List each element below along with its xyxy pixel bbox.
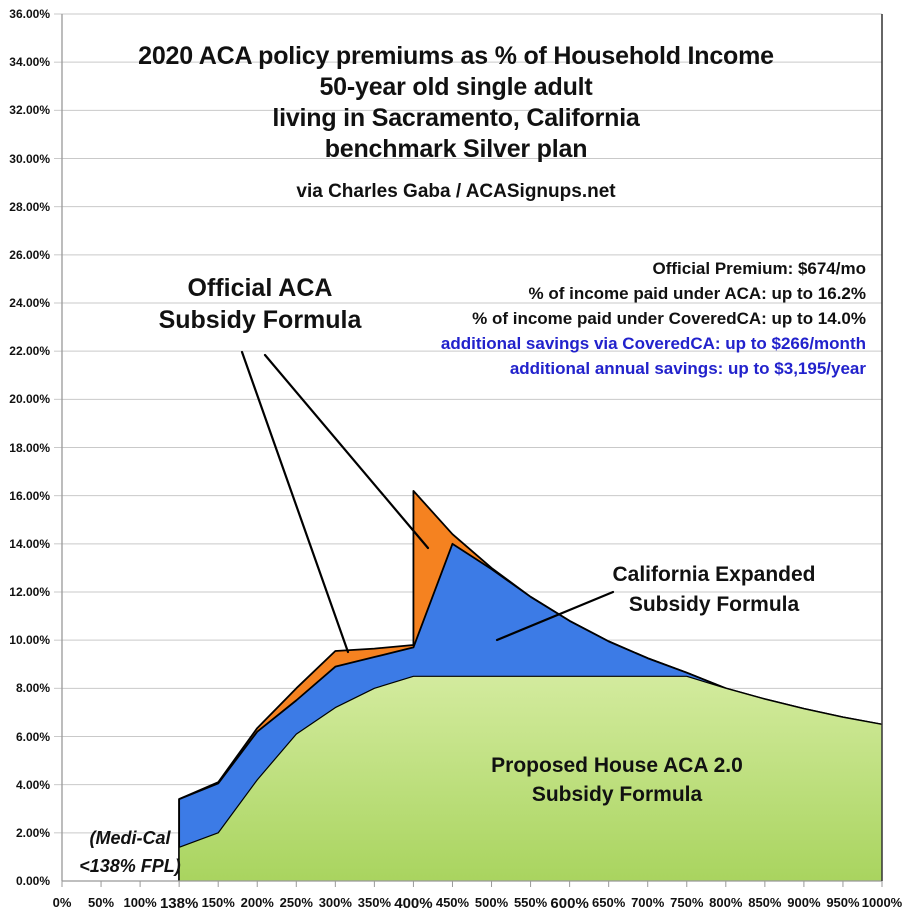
- chart-title: [0, 41, 912, 165]
- x-axis-label: 50%: [88, 895, 115, 910]
- x-axis-label: 700%: [631, 895, 665, 910]
- x-axis-label: 950%: [826, 895, 860, 910]
- house-aca-label: [467, 751, 767, 809]
- y-axis-label: 32.00%: [9, 103, 50, 118]
- y-axis-label: 16.00%: [9, 488, 50, 503]
- official-aca-leader-line-1: [242, 352, 348, 652]
- y-axis-label: 22.00%: [9, 344, 50, 359]
- stat-official-premium: Official Premium: $674/mo: [652, 259, 866, 278]
- x-axis-label: 550%: [513, 895, 548, 910]
- x-axis-label: 1000%: [861, 895, 903, 910]
- premium-stats-block: [441, 256, 866, 381]
- california-expanded-label-line1: California Expanded: [612, 563, 816, 586]
- y-axis-label: 24.00%: [9, 296, 50, 310]
- x-axis-label: 500%: [474, 895, 509, 910]
- x-axis-label: 150%: [201, 895, 235, 910]
- y-axis-label: 8.00%: [15, 681, 50, 696]
- y-axis-label: 36.00%: [9, 7, 50, 21]
- y-axis-label: 28.00%: [9, 199, 50, 214]
- x-axis-label: 400%: [394, 895, 433, 912]
- x-axis-label: 750%: [670, 895, 704, 910]
- x-axis-label: 300%: [318, 895, 352, 910]
- y-axis-label: 20.00%: [9, 392, 50, 407]
- california-expanded-label-line2: Subsidy Formula: [628, 593, 800, 616]
- stat-aca-percent: % of income paid under ACA: up to 16.2%: [528, 284, 866, 303]
- x-axis-label: 600%: [550, 895, 589, 912]
- x-axis-label: 200%: [240, 895, 274, 910]
- chart-byline: via Charles Gaba / ACASignups.net: [296, 181, 616, 202]
- official-aca-leader-line-2: [265, 355, 428, 548]
- x-axis-label: 650%: [592, 895, 626, 910]
- x-axis-label: 850%: [748, 895, 782, 910]
- stat-annual-savings: additional annual savings: up to $3,195/year: [509, 359, 866, 378]
- chart-title-line3: living in Sacramento, California: [272, 104, 640, 132]
- y-axis-label: 0.00%: [15, 874, 50, 888]
- medical-note-line2: <138% FPL): [79, 856, 181, 876]
- house-aca-label-line1: Proposed House ACA 2.0: [491, 754, 743, 777]
- x-axis-label: 350%: [357, 895, 391, 910]
- x-axis-label: 0%: [52, 895, 72, 910]
- y-axis-label: 26.00%: [9, 247, 50, 262]
- stat-monthly-savings: additional savings via CoveredCA: up to $266/month: [440, 334, 866, 353]
- california-expanded-label: [564, 560, 864, 620]
- y-axis-label: 30.00%: [9, 151, 50, 166]
- medical-note-label: [30, 824, 230, 880]
- medical-note-line1: (Medi-Cal: [89, 828, 171, 848]
- x-axis-label: 900%: [787, 895, 821, 910]
- house-aca-label-line2: Subsidy Formula: [531, 783, 703, 806]
- y-axis-label: 4.00%: [15, 777, 50, 792]
- chart-title-line1: 2020 ACA policy premiums as % of Household Income: [138, 42, 774, 70]
- y-axis-label: 10.00%: [9, 633, 50, 648]
- x-axis-label: 800%: [709, 895, 743, 910]
- y-axis-label: 14.00%: [9, 536, 50, 551]
- chart-title-line4: benchmark Silver plan: [324, 135, 588, 163]
- x-axis-label: 250%: [279, 895, 313, 910]
- y-axis-label: 6.00%: [15, 729, 50, 744]
- x-axis-label: 450%: [435, 895, 470, 910]
- y-axis-label: 12.00%: [9, 585, 50, 599]
- official-aca-label-line2: Subsidy Formula: [158, 306, 362, 334]
- stat-coveredca-percent: % of income paid under CoveredCA: up to 14.0%: [472, 309, 866, 328]
- official-aca-label-line1: Official ACA: [187, 274, 333, 302]
- x-axis-label: 138%: [159, 895, 199, 912]
- y-axis-label: 18.00%: [9, 440, 50, 455]
- official-aca-label: [105, 272, 415, 336]
- y-axis-label: 34.00%: [9, 55, 50, 70]
- x-axis-label: 100%: [123, 895, 157, 910]
- y-axis-label: 2.00%: [15, 825, 50, 840]
- chart-title-line2: 50-year old single adult: [319, 73, 593, 101]
